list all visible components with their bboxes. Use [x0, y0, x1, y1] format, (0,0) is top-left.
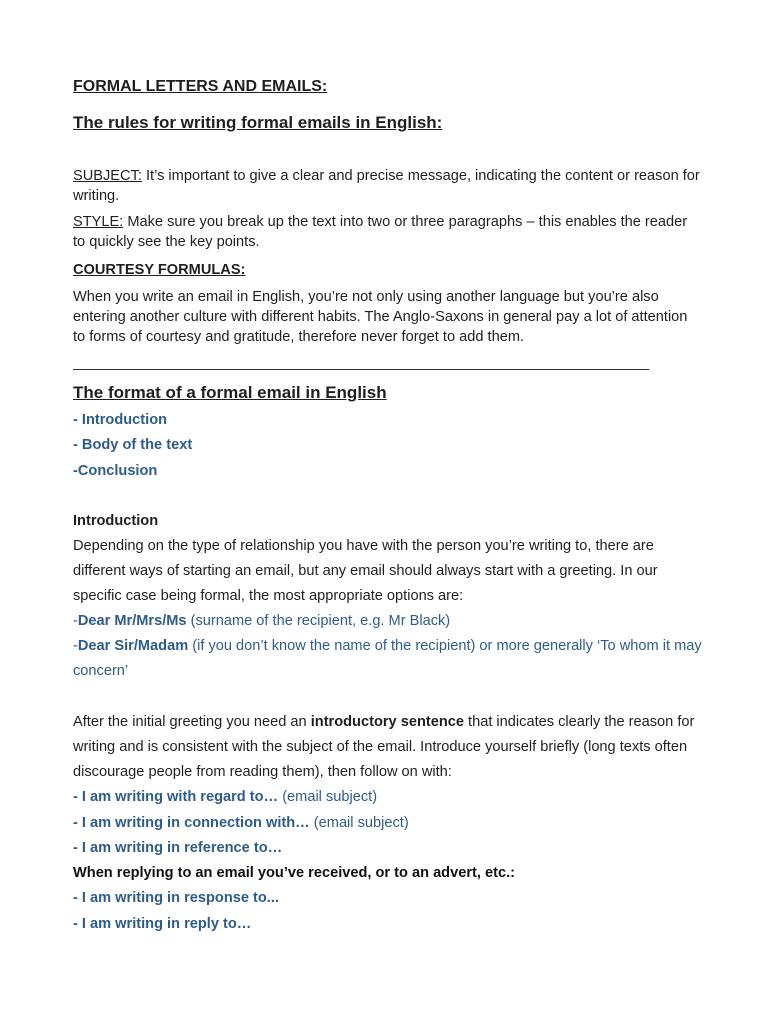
- format-item-introduction: - Introduction: [73, 412, 168, 428]
- greeting-dash: -: [73, 638, 78, 654]
- greeting-option-1: [73, 609, 703, 634]
- paragraph-bold-text: introductory sentence: [310, 714, 464, 730]
- courtesy-paragraph: When you write an email in English, you’re not only using another language but you’re also entering another culture with different habits. The Anglo-Saxons in general pay a lot of attention to forms of courtesy and gratitude, therefore never forget to add them.: [73, 289, 688, 345]
- reply-heading: When replying to an email you’ve received, or to an advert, etc.:: [73, 865, 515, 881]
- phrase-in-connection: [73, 811, 703, 836]
- format-item-conclusion: -Conclusion: [73, 463, 158, 479]
- style-paragraph: [73, 212, 703, 252]
- greeting-option-2: [73, 634, 703, 684]
- phrase-note: (email subject): [309, 815, 409, 831]
- style-label: STYLE:: [73, 214, 124, 230]
- phrase-bold: - I am writing with regard to…: [73, 789, 279, 805]
- phrase-bold: - I am writing in reference to…: [73, 840, 283, 856]
- document-subtitle: The rules for writing formal emails in English:: [73, 113, 443, 132]
- introduction-heading: Introduction: [73, 513, 159, 529]
- phrase-note: (email subject): [278, 789, 378, 805]
- greeting-bold: Dear Mr/Mrs/Ms: [77, 613, 187, 629]
- reply-phrase-response: - I am writing in response to...: [73, 890, 279, 906]
- reply-phrase-reply: - I am writing in reply to…: [73, 916, 252, 932]
- greeting-note: (if you don’t know the name of the recipient) or more generally ‘To whom it may concern’: [73, 638, 702, 679]
- paragraph-text: After the initial greeting you need an: [73, 714, 311, 730]
- subject-label: SUBJECT:: [73, 168, 142, 184]
- greeting-note: (surname of the recipient, e.g. Mr Black): [186, 613, 451, 629]
- greeting-dash: -: [73, 613, 78, 629]
- format-heading: The format of a formal email in English: [73, 383, 387, 402]
- greeting-bold: Dear Sir/Madam: [77, 638, 189, 654]
- introductory-sentence-paragraph: [73, 710, 703, 785]
- document-title: FORMAL LETTERS AND EMAILS:: [73, 78, 328, 95]
- subject-paragraph: [73, 166, 703, 206]
- phrase-with-regard: [73, 785, 703, 810]
- phrase-bold: - I am writing in connection with…: [73, 815, 310, 831]
- format-item-body: - Body of the text: [73, 437, 193, 453]
- paragraph-text: that indicates clearly the reason for writing and is consistent with the subject of the email. Introduce yourself briefly (long texts often discourage people from reading them), then follow on with:: [73, 714, 695, 780]
- style-text: Make sure you break up the text into two or three paragraphs – this enables the reader to quickly see the key points.: [73, 214, 688, 250]
- separator-line: _______________________________________________________________________: [73, 355, 650, 371]
- courtesy-label: COURTESY FORMULAS:: [73, 262, 246, 278]
- subject-text: It’s important to give a clear and precise message, indicating the content or reason for writing.: [73, 168, 700, 204]
- introduction-paragraph: Depending on the type of relationship you have with the person you’re writing to, there are different ways of starting an email, but any email should always start with a greeting. In our specific case being formal, the most appropriate options are:: [73, 538, 658, 604]
- phrase-in-reference: [73, 836, 703, 861]
